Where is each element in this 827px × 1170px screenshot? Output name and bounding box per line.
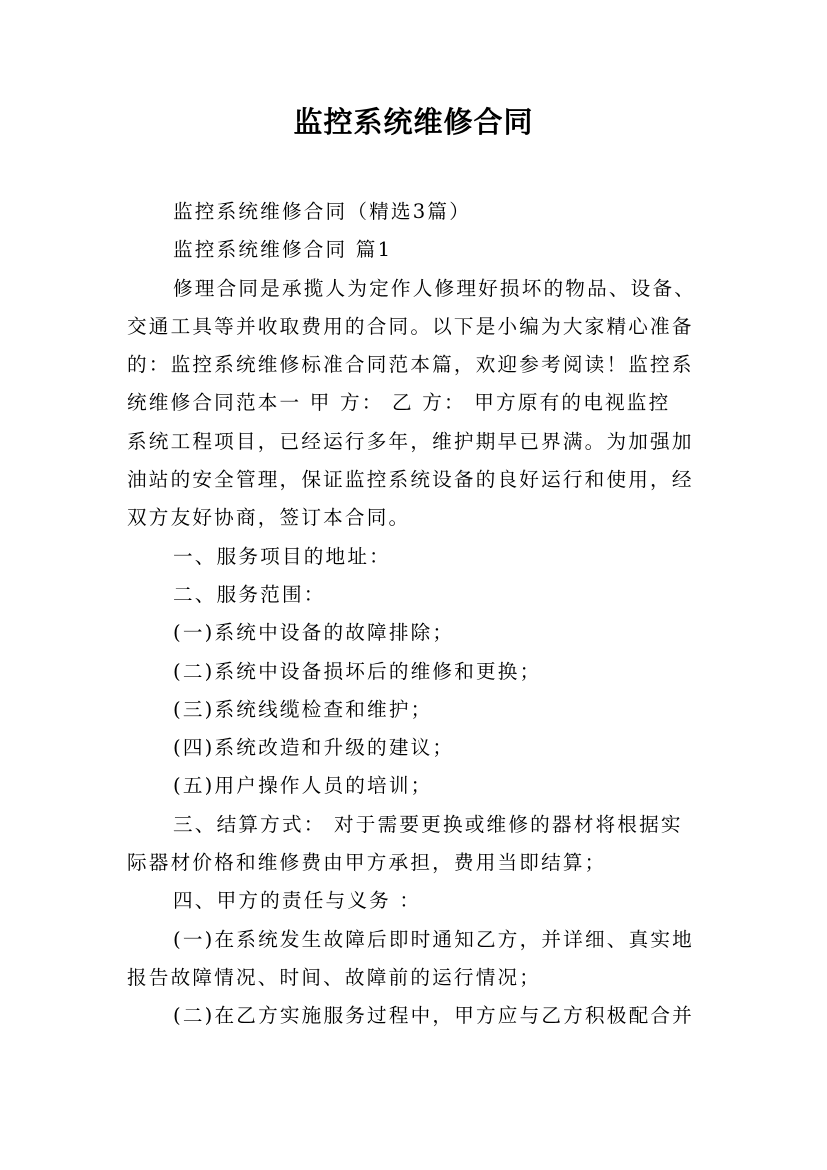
- text-line: (一)在系统发生故障后即时通知乙方，并详细、真实地: [173, 927, 694, 951]
- text-line: (二)系统中设备损坏后的维修和更换；: [173, 659, 542, 683]
- text-line: (二)在乙方实施服务过程中，甲方应与乙方积极配合并: [173, 1004, 694, 1028]
- text-line: 三、结算方式： 对于需要更换或维修的器材将根据实: [173, 812, 683, 836]
- text-line: (五)用户操作人员的培训；: [173, 774, 433, 798]
- text-line: 油站的安全管理，保证监控系统设备的良好运行和使用，经: [127, 468, 694, 492]
- document-body: [127, 193, 702, 1036]
- text-line: 的：监控系统维修标准合同范本篇，欢迎参考阅读！监控系: [127, 353, 694, 377]
- text-line: 报告故障情况、时间、故障前的运行情况；: [127, 965, 542, 989]
- text-line: (四)系统改造和升级的建议；: [173, 736, 455, 760]
- text-line: 修理合同是承揽人为定作人修理好损坏的物品、设备、: [173, 276, 697, 300]
- text-line: 系统工程项目，已经运行多年，维护期早已界满。为加强加: [127, 429, 694, 453]
- document-title: 监控系统维修合同: [293, 105, 534, 139]
- text-line: 监控系统维修合同 篇1: [173, 238, 393, 262]
- text-line: 二、服务范围：: [173, 582, 326, 606]
- text-line: (三)系统线缆检查和维护；: [173, 697, 433, 721]
- text-line: 一、服务项目的地址：: [173, 544, 391, 568]
- text-line: 四、甲方的责任与义务 ：: [173, 889, 422, 913]
- text-line: (一)系统中设备的故障排除；: [173, 621, 455, 645]
- text-line: 统维修合同范本一 甲 方： 乙 方： 甲方原有的电视监控: [127, 391, 671, 415]
- text-line: 际器材价格和维修费由甲方承担，费用当即结算；: [127, 851, 607, 875]
- text-line: 监控系统维修合同（精选3篇）: [173, 200, 471, 223]
- text-line: 交通工具等并收取费用的合同。以下是小编为大家精心准备: [127, 314, 694, 338]
- text-line: 双方友好协商，签订本合同。: [127, 506, 411, 530]
